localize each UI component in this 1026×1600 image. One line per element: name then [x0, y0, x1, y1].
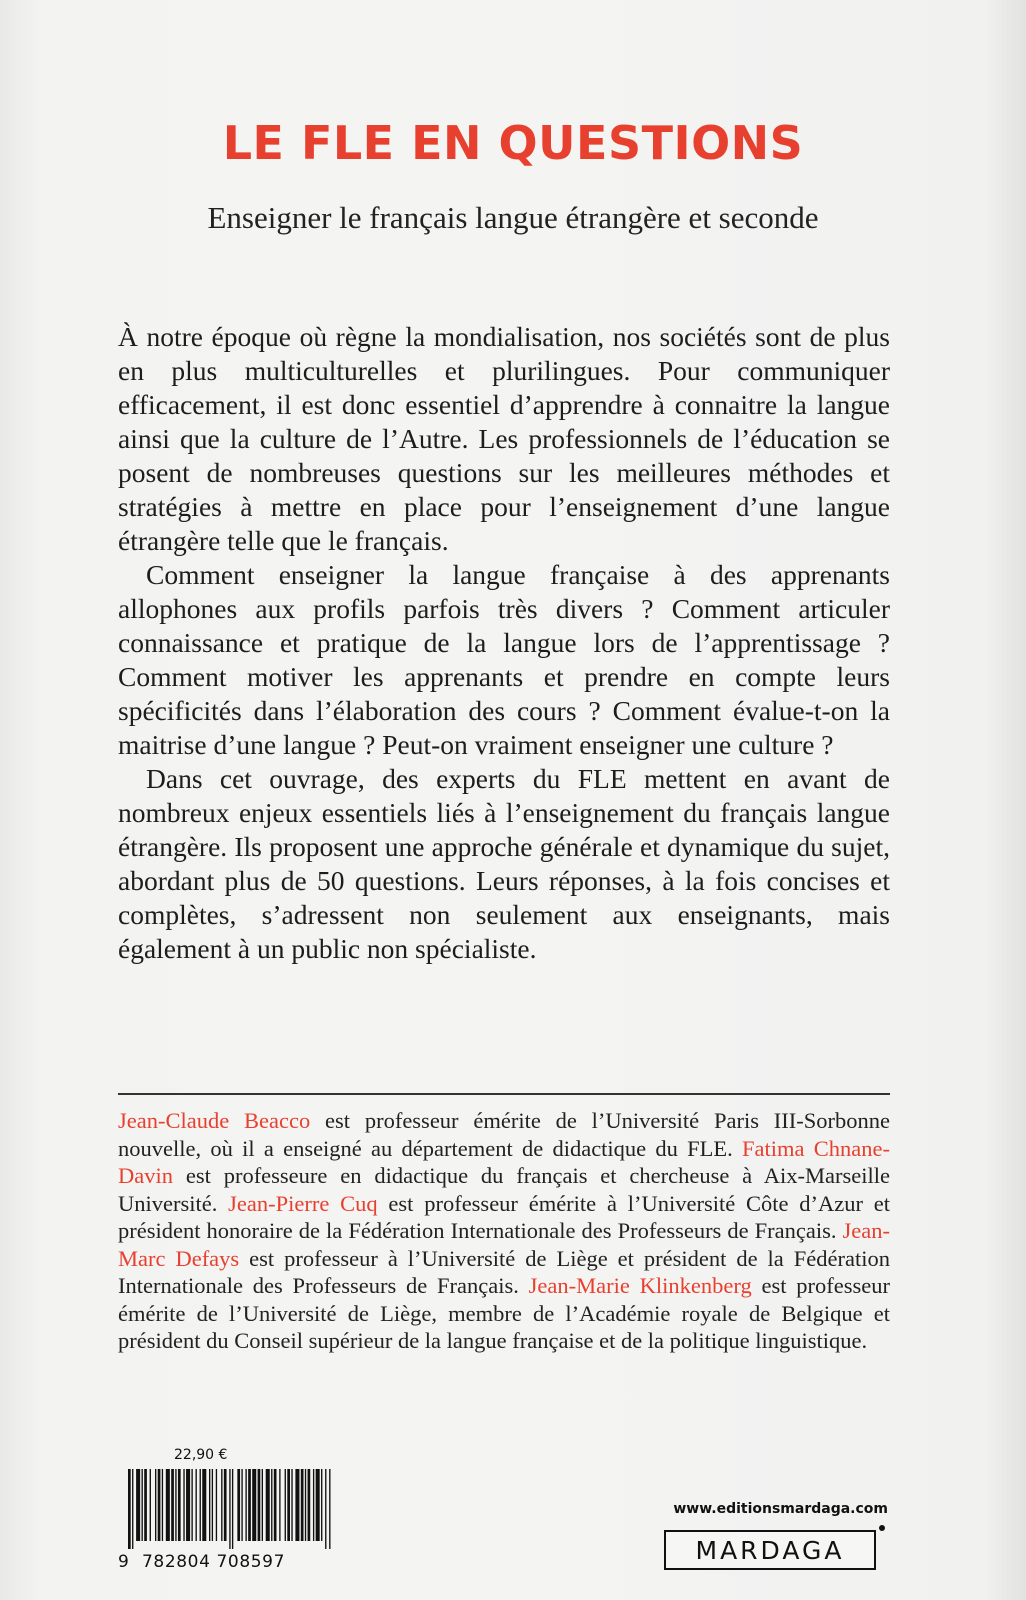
blurb-paragraph-1: À notre époque où règne la mondialisation, nos sociétés sont de plus en plus multiculturelles et plurilingues. Pour communiquer efficacement, il est donc essentiel d’apprendre à connaitre la langue ainsi que la culture de l’Autre. Les professionnels de l’éducation se posent de nombreuses questions sur les meilleures méthodes et stratégies à mettre en place pour l’enseignement d’une langue étrangère telle que le français. [118, 321, 890, 556]
publisher-logo [664, 1530, 876, 1570]
author-bio: est professeur à l’Université de Liège et président de la Fédération Internationale des Professeurs de Français. [118, 1245, 890, 1298]
author-name: Jean-Claude Beacco [118, 1108, 311, 1133]
blurb [118, 320, 890, 966]
publisher-name: MARDAGA [695, 1535, 845, 1565]
logo-dot-icon [879, 1525, 885, 1531]
author-name: Jean-Pierre Cuq [228, 1190, 378, 1216]
author-bios [118, 1107, 890, 1355]
isbn-prefix: 9 [118, 1552, 129, 1572]
author-bio: est professeur émérite de l’Université Paris III-Sorbonne nouvelle, où il a enseigné au département de didactique du FLE. [118, 1108, 890, 1161]
author-name: Jean-Marie Klinkenberg [528, 1273, 752, 1298]
blurb-paragraph-3: Dans cet ouvrage, des experts du FLE mettent en avant de nombreux enjeux essentiels liés à l’enseignement du français langue étrangère. Ils proposent une approche générale et dynamique du sujet, abordant plus de 50 questions. Leurs réponses, à la fois concises et complètes, s’adressent non seulement aux enseignants, mais également à un public non spécialiste. [118, 763, 890, 964]
author-bio: est professeure en didactique du français et chercheuse à Aix-Marseille Université. [118, 1163, 890, 1216]
author-name: Jean-Marc Defays [118, 1218, 890, 1271]
isbn-number: 782804 708597 [142, 1552, 285, 1572]
author-bio: est professeur émérite de l’Université de Liège, membre de l’Académie royale de Belgique et président du Conseil supérieur de la langue française et de la politique linguistique. [118, 1273, 890, 1353]
book-title: LE FLE EN QUESTIONS [222, 116, 804, 170]
author-bio: est professeur émérite à l’Université Côte d’Azur et président honoraire de la Fédération Internationale des Professeurs de Français. [118, 1190, 890, 1243]
divider [118, 1093, 890, 1095]
barcode-icon [128, 1469, 331, 1549]
price-label: 22,90 € [174, 1447, 228, 1463]
publisher-website: www.editionsmardaga.com [673, 1501, 888, 1517]
author-name: Fatima Chnane-Davin [118, 1135, 891, 1188]
book-subtitle: Enseigner le français langue étrangère et seconde [207, 200, 819, 235]
blurb-paragraph-2: Comment enseigner la langue française à des apprenants allophones aux profils parfois très divers ? Comment articuler connaissance et pratique de la langue lors de l’apprentissage ? Comment motiver les apprenants et prendre en compte leurs spécificités dans l’élaboration des cours ? Comment évalue-t-on la maitrise d’une langue ? Peut-on vraiment enseigner une culture ? [118, 559, 890, 760]
